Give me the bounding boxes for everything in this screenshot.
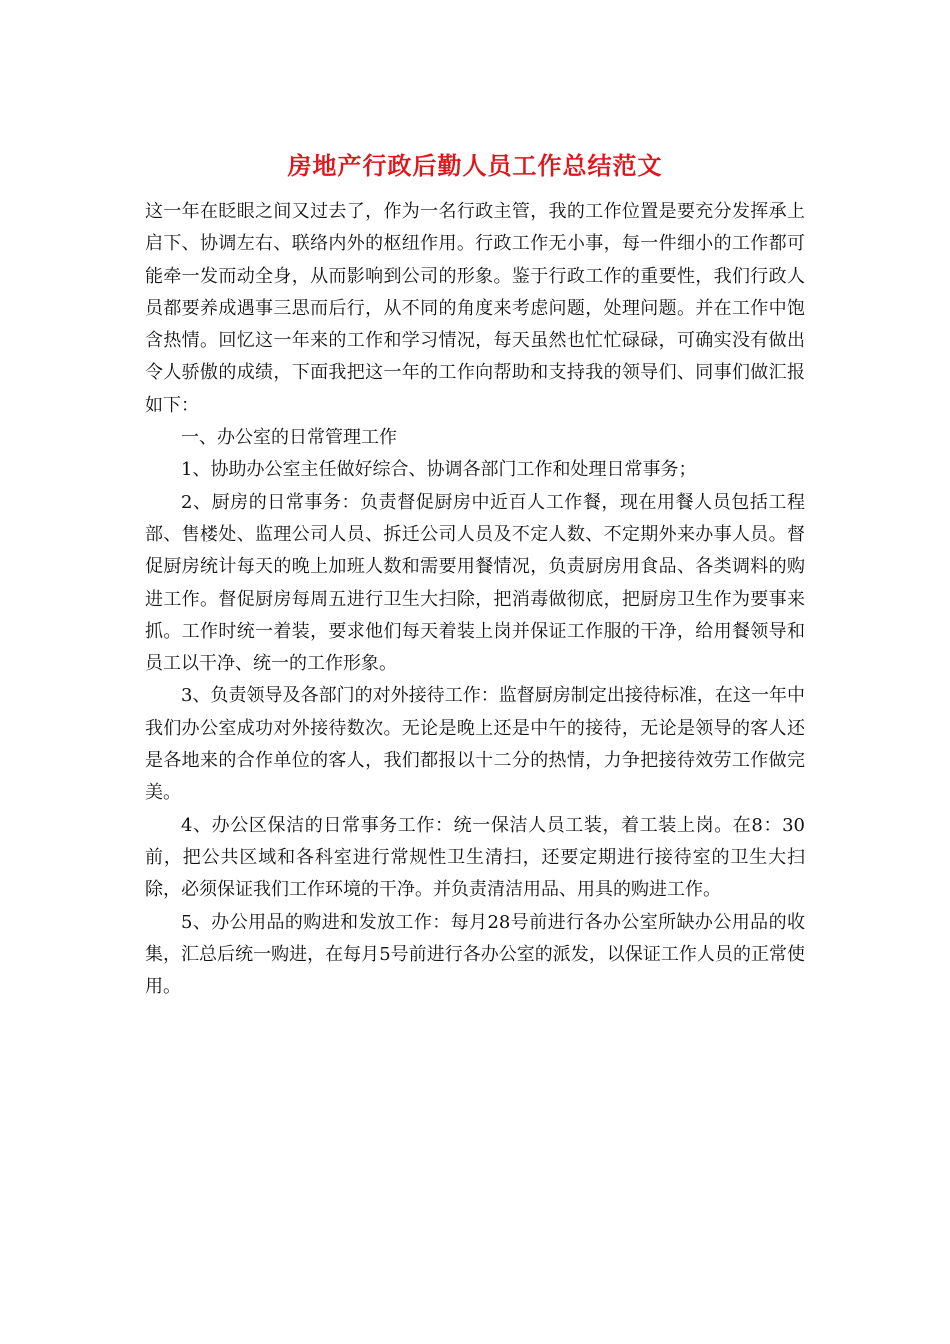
item-paragraph: 2、厨房的日常事务：负责督促厨房中近百人工作餐，现在用餐人员包括工程部、售楼处、监理公司人员、拆迁公司人员及不定人数、不定期外来办事人员。督促厨房统计每天的晚上加班人数和需要用餐情况，负责厨房用食品、各类调料的购进工作。督促厨房每周五进行卫生大扫除，把消毒做彻底，把厨房卫生作为要事来抓。工作时统一着装，要求他们每天着装上岗并保证工作服的干净，给用餐领导和员工以干净、统一的工作形象。 (145, 491, 805, 675)
item-paragraph: 4、办公区保洁的日常事务工作：统一保洁人员工装，着工装上岗。在8：30前，把公共区域和各科室进行常规性卫生清扫，还要定期进行接待室的卫生大扫除，必须保证我们工作环境的干净。并负责清洁用品、用具的购进工作。 (145, 814, 805, 901)
document-body (145, 196, 805, 1003)
section-heading: 一、办公室的日常管理工作 (181, 427, 397, 449)
document-title: 房地产行政后勤人员工作总结范文 (287, 151, 663, 180)
intro-paragraph: 这一年在眨眼之间又过去了，作为一名行政主管，我的工作位置是要充分发挥承上启下、协调左右、联络内外的枢纽作用。行政工作无小事，每一件细小的工作都可能牵一发而动全身，从而影响到公司的形象。鉴于行政工作的重要性，我们行政人员都要养成遇事三思而后行，从不同的角度来考虑问题，处理问题。并在工作中饱含热情。回忆这一年来的工作和学习情况，每天虽然也忙忙碌碌，可确实没有做出令人骄傲的成绩，下面我把这一年的工作向帮助和支持我的领导们、同事们做汇报如下： (145, 201, 805, 416)
item-paragraph: 3、负责领导及各部门的对外接待工作：监督厨房制定出接待标准，在这一年中我们办公室成功对外接待数次。无论是晚上还是中午的接待，无论是领导的客人还是各地来的合作单位的客人，我们都报以十二分的热情，力争把接待效劳工作做完美。 (145, 685, 805, 804)
item-paragraph: 5、办公用品的购进和发放工作：每月28号前进行各办公室所缺办公用品的收集，汇总后统一购进，在每月5号前进行各办公室的派发，以保证工作人员的正常使用。 (145, 911, 805, 998)
item-paragraph: 1、协助办公室主任做好综合、协调各部门工作和处理日常事务； (181, 459, 697, 481)
